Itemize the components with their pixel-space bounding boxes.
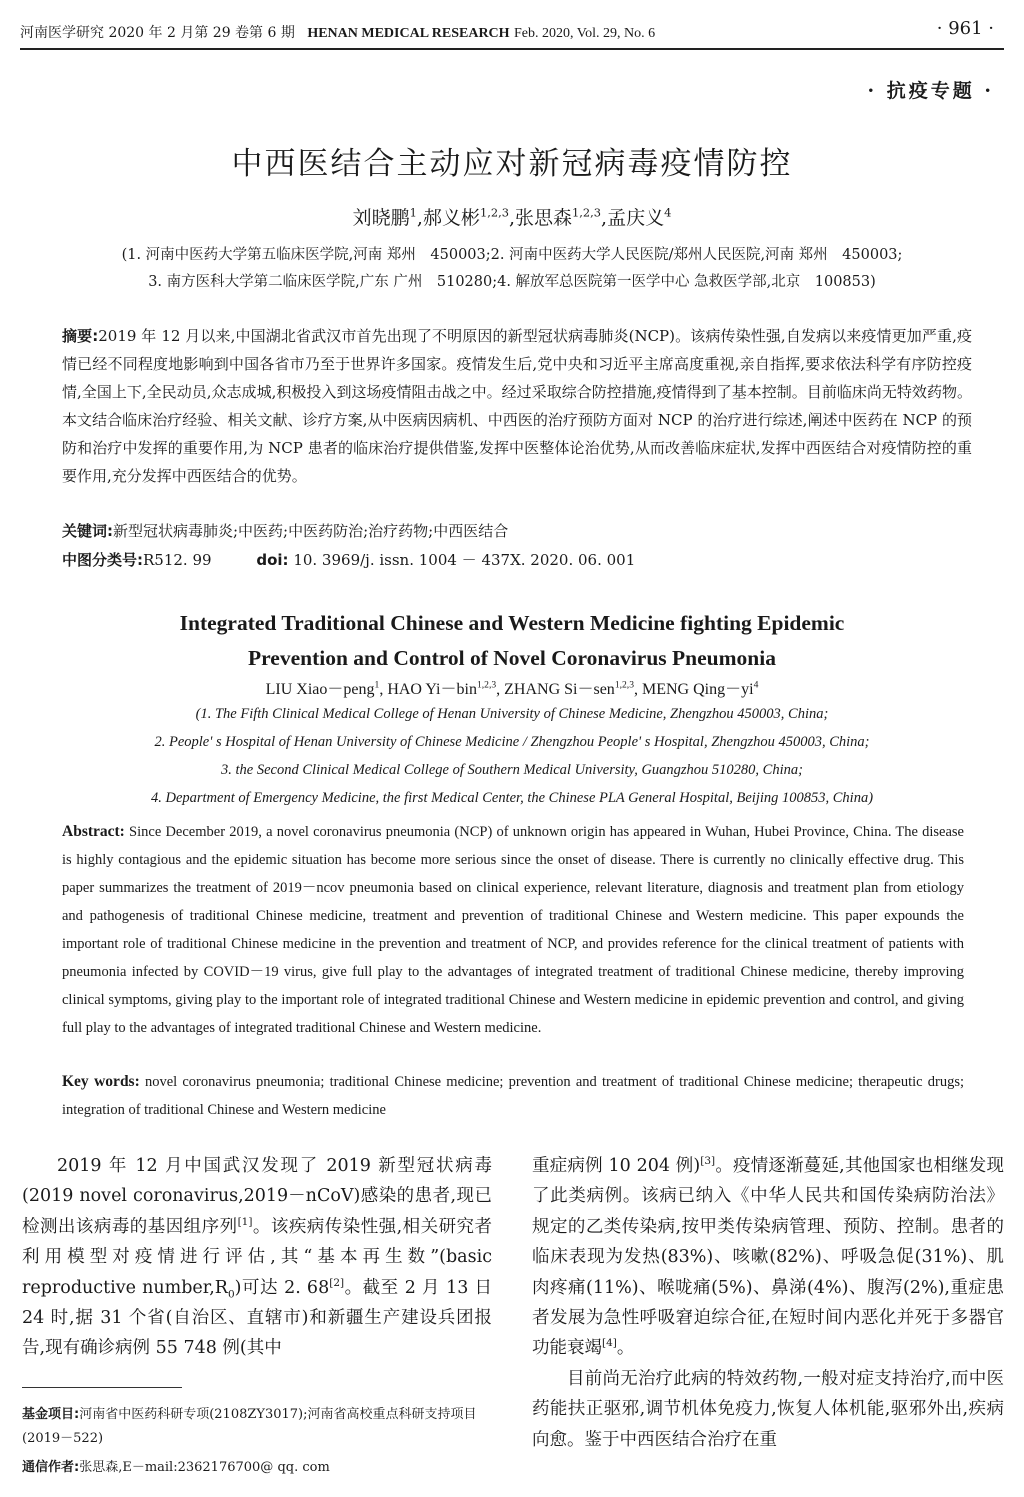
author-name: ZHANG Si－sen (504, 681, 615, 698)
abstract-cn-text: 2019 年 12 月以来,中国湖北省武汉市首先出现了不明原因的新型冠状病毒肺炎(NCP)。该病传染性强,自发病以来疫情更加严重,疫情已经不同程度地影响到中国各省市乃至于世界许多国家。疫情发生后,党中央和习近平主席高度重视,亲自指挥,要求依法科学有序防控疫情,全国上下,全民动员,众志成城,积极投入到这场疫情阻击战之中。经过采取综合防控措施,疫情得到了基本控制。目前临床尚无特效药物。本文结合临床治疗经验、相关文献、诊疗方案,从中医病因病机、中西医的治疗预防方面对 NCP 的治疗进行综述,阐述中医药在 NCP 的预防和治疗中发挥的重要作用,为 NCP 患者的临床治疗提供借鉴,发挥中医整体论治优势,从而改善临床症状,发挥中西医结合对疫情防控的重要作用,充分发挥中西医结合的优势。 (62, 327, 973, 485)
body-text: 。截至 2 月 13 日 24 时,据 31 个省(自治区、直辖市)和新疆生产建设兵团报告,现有确诊病例 55 748 例(其中 (22, 1277, 493, 1359)
keywords-cn (62, 520, 508, 541)
footnote-divider (22, 1387, 182, 1388)
clc-value: R512. 99 (143, 551, 212, 569)
affiliation-en-line: 2. People' s Hospital of Henan University of Chinese Medicine / Zhengzhou People' s Hospital, Zhengzhou 450003, China; (154, 734, 870, 750)
author-affiliation-mark: 1,2,3 (572, 205, 602, 220)
author-affiliation-mark: 1 (374, 679, 380, 691)
corresponding-label: 通信作者: (22, 1460, 80, 1475)
issue-en: Feb. 2020, Vol. 29, No. 6 (514, 26, 656, 41)
affiliation-cn-line: 3. 南方医科大学第二临床医学院,广东 广州 510280;4. 解放军总医院第一医学中心 急救医学部,北京 100853) (148, 274, 876, 290)
affiliation-en-line: 3. the Second Clinical Medical College of Southern Medical University, Guangzhou 510280, China; (221, 762, 803, 778)
author-name: MENG Qing－yi (642, 681, 754, 698)
subscript: 0 (227, 1288, 235, 1301)
body-text: 。疫情逐渐蔓延,其他国家也相继发现了此类病例。该病已纳入《中华人民共和国传染病防治法》规定的乙类传染病,按甲类传染病管理、预防、控制。患者的临床表现为发热(83%)、咳嗽(82%)、呼吸急促(31%)、肌肉疼痛(11%)、喉咙痛(5%)、鼻涕(4%)、腹泻(2%),重症患者发展为急性呼吸窘迫综合征,在短时间内恶化并死于多器官功能衰竭 (532, 1156, 1005, 1359)
keywords-cn-text: 新型冠状病毒肺炎;中医药;中医药防治;治疗药物;中西医结合 (113, 522, 509, 540)
author-affiliation-mark: 1,2,3 (476, 679, 497, 691)
author-affiliation-mark: 4 (753, 679, 759, 691)
citation-ref[interactable]: [4] (602, 1337, 617, 1350)
journal-cn: 河南医学研究 2020 年 2 月第 29 卷第 6 期 (20, 25, 295, 41)
title-en-line: Integrated Traditional Chinese and Western Medicine fighting Epidemic (179, 611, 845, 635)
author-affiliation-mark: 1 (409, 205, 417, 220)
clc-label: 中图分类号: (62, 551, 143, 569)
affiliation-en-line: (1. The Fifth Clinical Medical College of Henan University of Chinese Medicine, Zhengzhou 450003, China; (195, 706, 829, 722)
affiliation-cn-line: (1. 河南中医药大学第五临床医学院,河南 郑州 450003;2. 河南中医药大学人民医院/郑州人民医院,河南 郑州 450003; (121, 247, 903, 263)
author-name: LIU Xiao－peng (265, 681, 375, 698)
title-cn: 中西医结合主动应对新冠病毒疫情防控 (231, 146, 793, 182)
running-header (20, 18, 1004, 50)
author-affiliation-mark: 1,2,3 (479, 205, 509, 220)
footnote-fund (22, 1403, 502, 1451)
citation-ref[interactable]: [1] (237, 1215, 253, 1228)
keywords-en-label: Key words: (62, 1073, 140, 1090)
fund-label: 基金项目: (22, 1407, 80, 1422)
body-text: 重症病例 10 204 例) (532, 1156, 701, 1176)
author-name: 郝义彬 (422, 207, 480, 229)
keywords-cn-label: 关键词: (62, 522, 113, 540)
citation-ref[interactable]: [3] (700, 1155, 716, 1168)
doi-value: 10. 3969/j. issn. 1004 － 437X. 2020. 06. 001 (293, 551, 636, 569)
doi-label: doi: (256, 551, 289, 569)
body-paragraph: 目前尚无治疗此病的特效药物,一般对症支持治疗,而中医药能扶正驱邪,调节机体免疫力,恢复人体机能,驱邪外出,疾病向愈。鉴于中西医结合治疗在重 (532, 1368, 1004, 1450)
section-tag: · 抗疫专题 · (867, 80, 994, 102)
body-paragraph (22, 1151, 492, 1364)
body-column-right (532, 1151, 1004, 1455)
page-number: · 961 · (936, 18, 994, 39)
author-name: 刘晓鹏 (352, 207, 410, 229)
abstract-cn (62, 322, 972, 490)
affiliation-en-line: 4. Department of Emergency Medicine, the first Medical Center, the Chinese PLA General Hospital, Beijing 100853, China) (150, 790, 874, 806)
abstract-cn-label: 摘要: (62, 327, 99, 345)
citation-ref[interactable]: [2] (329, 1276, 345, 1289)
fund-text: 河南省中医药科研专项(2108ZY3017);河南省高校重点科研支持项目(2019－522) (22, 1407, 477, 1446)
author-name: 张思森 (515, 207, 573, 229)
keywords-en (62, 1068, 964, 1124)
author-affiliation-mark: 4 (664, 205, 672, 220)
title-en (0, 606, 1024, 676)
journal-en: HENAN MEDICAL RESEARCH (307, 26, 510, 41)
title-en-line: Prevention and Control of Novel Coronavirus Pneumonia (248, 646, 776, 670)
body-text: 2019 年 12 月中国武汉发现了 2019 新型冠状病毒(2019 novel coronavirus,2019－nCoV)感染的患者,现已检测出该病毒的基因组序列 (22, 1156, 492, 1237)
authors-en: LIU Xiao－peng$^1$, HAO Yi－bin$^{1,2,3}$, ZHANG Si－sen$^{1,2,3}$, MENG $Qing-yi^4$ (265, 679, 759, 698)
abstract-en-text: Since December 2019, a novel coronavirus pneumonia (NCP) of unknown origin has appeared in Wuhan, Hubei Province, China. The disease is highly contagious and the epidemic situation has become more serious since the onset of disease. There is currently no clinically effective drug. This paper summarizes the treatment of 2019－ncov pneumonia based on clinical experience, relevant literature, diagnosis and treatment plan from etiology and pathogenesis of traditional Chinese medicine, treatment and prevention of traditional Chinese and Western medicine. This paper expounds the important role of traditional Chinese medicine in the prevention and treatment of NCP, and provides reference for the clinical treatment of patients with pneumonia infected by COVID－19 virus, give full play to the advantages of integrated treatment of traditional Chinese medicine, thereby improving clinical symptoms, giving play to the important role of integrated traditional Chinese and Western medicine in epidemic prevention and control, and giving full play to the advantages of integrated traditional Chinese and Western medicine. (62, 824, 964, 1036)
body-column-left (22, 1151, 492, 1364)
journal-citation (20, 22, 655, 42)
abstract-en-label: Abstract: (62, 823, 125, 840)
body-text: 。该疾病传染性强,相关研究者利用模型对疫情进行评估,其“基本再生数”(basic reproductive number,R (22, 1216, 493, 1298)
authors-cn: 刘晓鹏$^1$,郝义彬$^{1,2,3}$,张思森$^{1,2,3}$,孟庆义$^4$ (352, 205, 672, 229)
corresponding-text: 张思森,E－mail:2362176700@ qq. com (79, 1460, 330, 1475)
author-affiliation-mark: 1,2,3 (614, 679, 634, 691)
body-text: 。 (616, 1338, 635, 1359)
classification-line (62, 549, 635, 570)
footnote-corresponding (22, 1456, 502, 1480)
body-text: )可达 2. 68 (234, 1277, 330, 1298)
author-name: 孟庆义 (607, 207, 665, 229)
author-name: HAO Yi－bin (387, 681, 477, 698)
abstract-en (62, 818, 964, 1042)
body-paragraph (532, 1151, 1004, 1364)
keywords-en-text: novel coronavirus pneumonia; traditional Chinese medicine; prevention and treatment of traditional Chinese medicine; therapeutic drugs; integration of traditional Chinese and Western medicine (62, 1074, 965, 1118)
